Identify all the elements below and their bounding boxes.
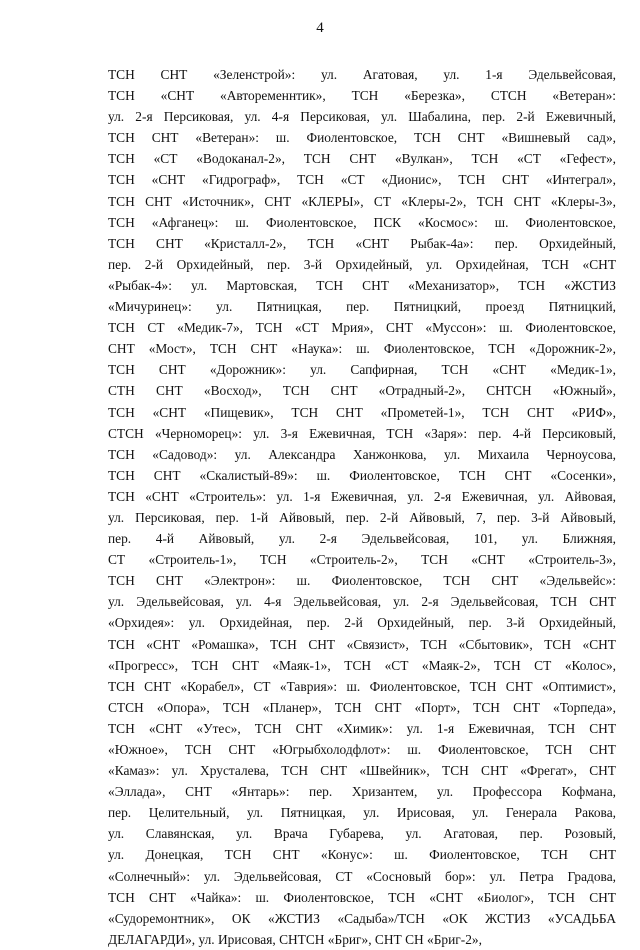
text-line: ТСН «СНТ «Пищевик», ТСН СНТ «Прометей-1», ТСН СНТ «РИФ», [108,404,616,420]
text-line: ТСН СНТ «Чайка»: ш. Фиолентовское, ТСН «СНТ «Биолог», ТСН СНТ [108,889,616,905]
text-line: СНТ «Мост», ТСН СНТ «Наука»: ш. Фиолентовское, ТСН «Дорожник-2», [108,341,616,357]
text-line: ТСН СНТ «Источник», СНТ «КЛЕРЫ», СТ «Клеры-2», ТСН СНТ «Клеры-3», [108,193,616,209]
text-line: ТСН СНТ «Зеленстрой»: ул. Агатовая, ул. 1-я Эдельвейсовая, [108,67,616,82]
text-line: ТСН СНТ «Скалистый-89»: ш. Фиолентовское, ТСН СНТ «Сосенки», [108,467,616,483]
text-line: ул. Славянская, ул. Врача Губарева, ул. Агатовая, пер. Розовый, [108,826,616,842]
text-line: ул. 2-я Персиковая, ул. 4-я Персиковая, ул. Шабалина, пер. 2-й Ежевичный, [108,109,616,125]
text-line: СТСН «Опора», ТСН «Планер», ТСН СНТ «Порт», ТСН СНТ «Торпеда», [108,699,616,715]
text-line: пер. 2-й Орхидейный, пер. 3-й Орхидейный, ул. Орхидейная, ТСН «СНТ [108,256,616,272]
text-line: ул. Эдельвейсовая, ул. 4-я Эдельвейсовая, ул. 2-я Эдельвейсовая, ТСН СНТ [108,594,616,610]
text-line: ТСН «СНТ «Строитель»: ул. 1-я Ежевичная, ул. 2-я Ежевичная, ул. Айвовая, [108,488,616,504]
text-line: ул. Донецкая, ТСН СНТ «Конус»: ш. Фиолентовское, ТСН СНТ [108,847,616,863]
text-line: ТСН СНТ «Электрон»: ш. Фиолентовское, ТСН СНТ «Эдельвейс»: [108,573,616,589]
text-line: «Судоремонтник», ОК «ЖСТИЗ «Садыба»/ТСН «ОК ЖСТИЗ «УСАДЬБА [108,910,616,926]
text-line: ТСН «СНТ «Гидрограф», ТСН «СТ «Дионис», ТСН СНТ «Интеграл», [108,172,616,188]
text-line: «Южное», ТСН СНТ «Югрыбхолодфлот»: ш. Фиолентовское, ТСН СНТ [108,742,616,757]
text-line: «Камаз»: ул. Хрусталева, ТСН СНТ «Швейник», ТСН СНТ «Фрегат», СНТ [108,763,616,779]
text-line: ТСН СНТ «Ветеран»: ш. Фиолентовское, ТСН СНТ «Вишневый сад», [108,130,616,146]
text-line: ДЕЛАГАРДИ», ул. Ирисовая, СНТСН «Бриг», СНТ СН «Бриг-2», [108,931,482,947]
text-line: ул. Персиковая, пер. 1-й Айвовый, пер. 2-й Айвовый, 7, пер. 3-й Айвовый, [108,509,616,525]
text-line: ТСН «СТ «Водоканал-2», ТСН СНТ «Вулкан», ТСН «СТ «Гефест», [108,151,616,167]
page-number: 4 [316,20,324,36]
text-line: «Рыбак-4»: ул. Мартовская, ТСН СНТ «Механизатор», ТСН «ЖСТИЗ [108,277,616,293]
text-line: пер. 4-й Айвовый, ул. 2-я Эдельвейсовая, 101, ул. Ближняя, [108,531,616,547]
text-line: ТСН «СНТ «Утес», ТСН СНТ «Химик»: ул. 1-я Ежевичная, ТСН СНТ [108,720,616,736]
text-line: ТСН «СНТ «Ромашка», ТСН СНТ «Связист», ТСН «Сбытовик», ТСН «СНТ [108,636,616,652]
text-line: СТСН «Черноморец»: ул. 3-я Ежевичная, ТСН «Заря»: пер. 4-й Персиковый, [108,425,616,441]
text-line: ТСН СНТ «Корабел», СТ «Таврия»: ш. Фиолентовское, ТСН СНТ «Оптимист», [108,678,616,694]
text-line: СТН СНТ «Восход», ТСН СНТ «Отрадный-2», СНТСН «Южный», [108,383,616,399]
text-line: «Мичуринец»: ул. Пятницкая, пер. Пятницкий, проезд Пятницкий, [108,299,616,315]
body-text [108,64,616,950]
text-line: ТСН СТ «Медик-7», ТСН «СТ Мрия», СНТ «Муссон»: ш. Фиолентовское, [108,320,616,336]
text-line: ТСН СНТ «Кристалл-2», ТСН «СНТ Рыбак-4а»: пер. Орхидейный, [108,235,616,251]
text-line: ТСН СНТ «Дорожник»: ул. Сапфирная, ТСН «СНТ «Медик-1», [108,362,616,378]
text-line: пер. Целительный, ул. Пятницкая, ул. Ирисовая, ул. Генерала Ракова, [108,805,616,821]
text-line: ТСН «Афганец»: ш. Фиолентовское, ПСК «Космос»: ш. Фиолентовское, [108,214,616,230]
text-line: «Прогресс», ТСН СНТ «Маяк-1», ТСН «СТ «Маяк-2», ТСН СТ «Колос», [108,657,616,673]
text-line: «Эллада», СНТ «Янтарь»: пер. Хризантем, ул. Профессора Кофмана, [108,784,616,800]
text-line: «Солнечный»: ул. Эдельвейсовая, СТ «Сосновый бор»: ул. Петра Градова, [108,868,616,884]
text-line: ТСН «СНТ «Автоременнтик», ТСН «Березка», СТСН «Ветеран»: [108,88,616,104]
text-line: СТ «Строитель-1», ТСН «Строитель-2», ТСН «СНТ «Строитель-3», [108,552,616,568]
text-line: ТСН «Садовод»: ул. Александра Ханжонкова, ул. Михаила Черноусова, [108,446,616,462]
text-line: «Орхидея»: ул. Орхидейная, пер. 2-й Орхидейный, пер. 3-й Орхидейный, [108,615,616,631]
